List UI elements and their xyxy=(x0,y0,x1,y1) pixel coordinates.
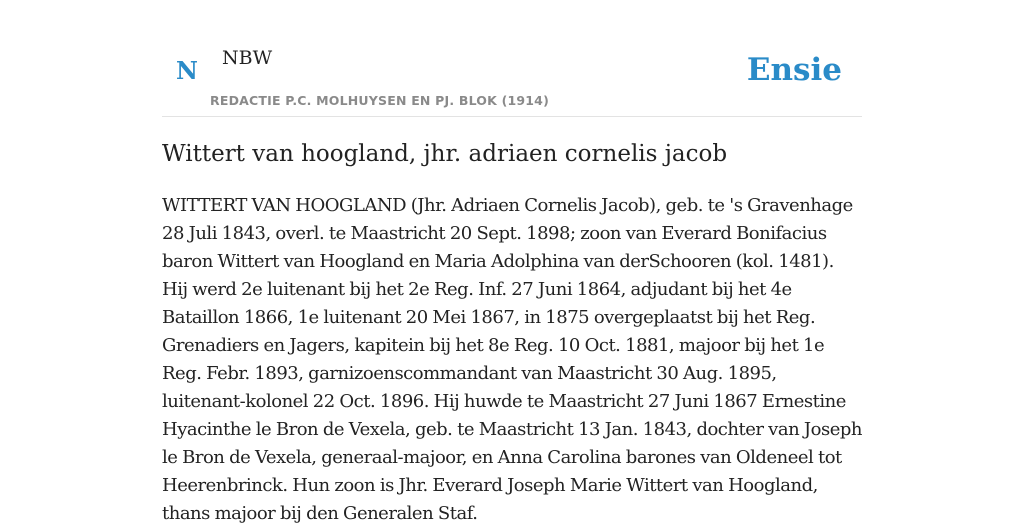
article-title: Wittert van hoogland, jhr. adriaen cornelis jacob xyxy=(162,141,728,167)
page xyxy=(162,0,862,524)
brand-logo[interactable]: Ensie xyxy=(746,52,842,88)
header xyxy=(162,0,862,117)
source-name[interactable]: NBW xyxy=(222,47,273,69)
source-subtitle: REDACTIE P.C. MOLHUYSEN EN PJ. BLOK (1914) xyxy=(210,93,549,108)
article-body: WITTERT VAN HOOGLAND (Jhr. Adriaen Cornelis Jacob), geb. te 's Gravenhage 28 Juli 1843, overl. te Maastricht 20 Sept. 1898; zoon van Everard Bonifacius baron Wittert van Hoogland en Maria Adolphina van derSchooren (kol. 1481). Hij werd 2e luitenant bij het 2e Reg. Inf. 27 Juni 1864, adjudant bij het 4e Bataillon 1866, 1e luitenant 20 Mei 1867, in 1875 overgeplaatst bij het Reg. Grenadiers en Jagers, kapitein bij het 8e Reg. 10 Oct. 1881, majoor bij het 1e Reg. Febr. 1893, garnizoenscommandant van Maastricht 30 Aug. 1895, luitenant-kolonel 22 Oct. 1896. Hij huwde te Maastricht 27 Juni 1867 Ernestine Hyacinthe le Bron de Vexela, geb. te Maastricht 13 Jan. 1843, dochter van Joseph le Bron de Vexela, generaal-majoor, en Anna Carolina barones van Oldeneel tot Heerenbrinck. Hun zoon is Jhr. Everard Joseph Marie Wittert van Hoogland, thans majoor bij den Generalen Staf. xyxy=(162,195,862,524)
source-logo[interactable]: N xyxy=(176,56,198,85)
